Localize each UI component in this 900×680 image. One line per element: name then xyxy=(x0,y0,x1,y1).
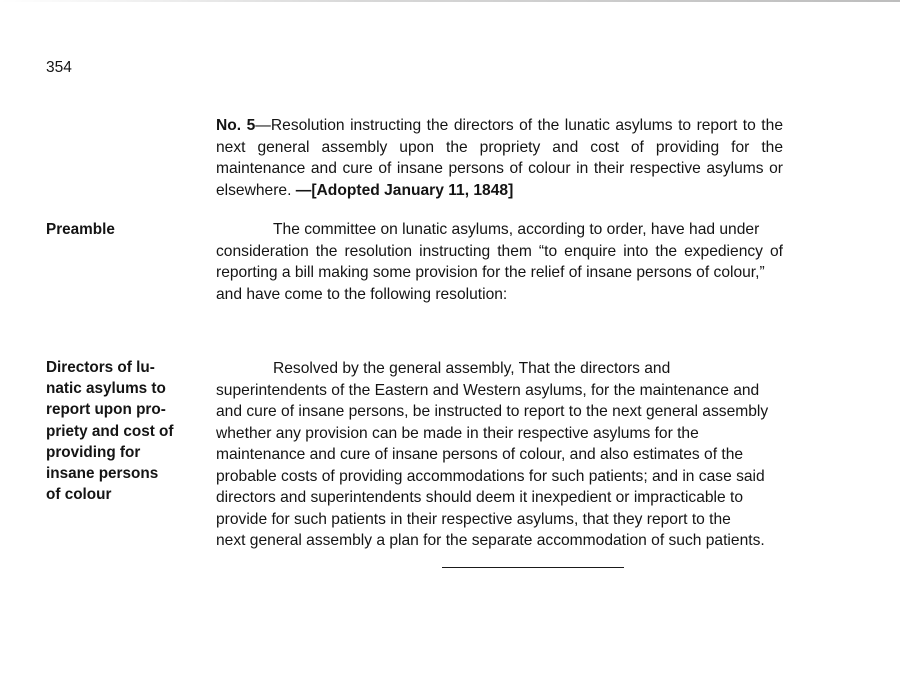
preamble-line: The committee on lunatic asylums, according to order, have had under xyxy=(273,221,760,238)
resolution-line: next general assembly a plan for the separate accommodation of such patients. xyxy=(216,532,765,549)
heading-line-3: maintenance and cure of insane persons of colour in their respective asylums or xyxy=(216,160,783,177)
preamble-line: and have come to the following resolution: xyxy=(216,285,508,303)
preamble-line: consideration the resolution instructing them “to enquire into the expediency of xyxy=(216,242,783,260)
margin-note-directors xyxy=(46,357,186,505)
resolution-line: directors and superintendents should deem it inexpedient or impracticable to xyxy=(216,489,744,506)
preamble-paragraph xyxy=(216,219,783,305)
margin-note-line: priety and cost of xyxy=(46,422,174,440)
margin-note-line: Directors of lu- xyxy=(46,359,155,376)
heading-line-2: next general assembly upon the propriety and cost of providing for the xyxy=(216,138,783,156)
resolution-line: Resolved by the general assembly, That the directors and xyxy=(273,360,671,377)
resolution-line: superintendents of the Eastern and Western asylums, for the maintenance and xyxy=(216,381,760,399)
heading-line-1 xyxy=(216,115,783,137)
preamble-line: reporting a bill making some provision for the relief of insane persons of colour,” xyxy=(216,264,765,281)
margin-note-line: of colour xyxy=(46,486,112,504)
resolution-paragraph xyxy=(216,358,786,552)
margin-note-line: report upon pro- xyxy=(46,401,166,419)
heading-line-4-text: elsewhere. xyxy=(216,181,296,199)
scan-edge xyxy=(0,0,900,2)
heading-line-4 xyxy=(216,180,783,202)
margin-note-preamble: Preamble xyxy=(46,221,115,238)
section-end-rule xyxy=(442,567,624,568)
adopted-date: —[Adopted January 11, 1848] xyxy=(295,181,514,199)
resolution-line: provide for such patients in their respective asylums, that they report to the xyxy=(216,510,731,528)
resolution-line: whether any provision can be made in their respective asylums for the xyxy=(216,424,699,442)
resolution-line: probable costs of providing accommodations for such patients; and in case said xyxy=(216,467,765,485)
margin-note-line: natic asylums to xyxy=(46,380,166,398)
resolution-line: and cure of insane persons, be instructed to report to the next general assembly xyxy=(216,403,769,420)
resolution-heading xyxy=(216,115,783,201)
resolution-number: No. 5 xyxy=(216,117,256,134)
heading-line-1-text: —Resolution instructing the directors of the lunatic asylums to report to the xyxy=(255,117,783,134)
resolution-line: maintenance and cure of insane persons of colour, and also estimates of the xyxy=(216,446,744,463)
margin-note-line: insane persons xyxy=(46,465,159,483)
page-number: 354 xyxy=(46,59,72,76)
margin-note-line: providing for xyxy=(46,443,141,461)
